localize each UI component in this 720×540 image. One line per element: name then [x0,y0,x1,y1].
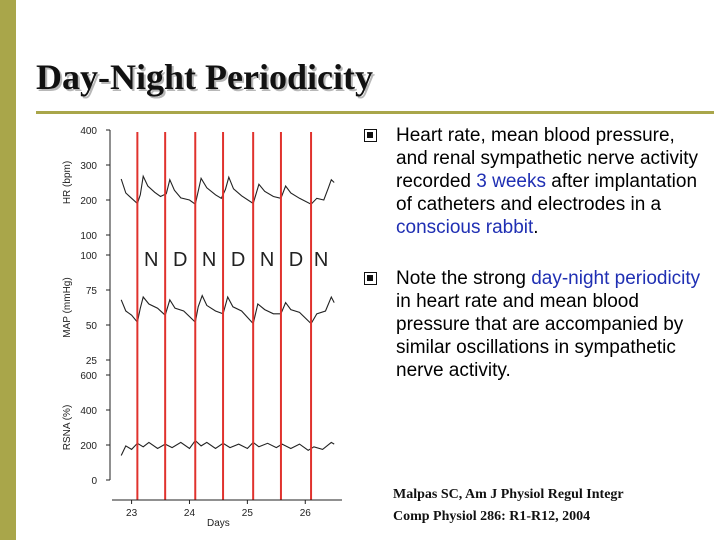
bullet-segment: Heart rate, mean blood pressure, and renal sympathetic nerve activity recorded [396,125,699,192]
x-tick-label: 26 [299,508,311,519]
bullet-segment: . [533,217,539,238]
bullet-segment: after implantation of catheters and electrodes in a [396,171,698,215]
series-line-rsna [121,441,334,456]
y-tick-label-hr: 300 [80,161,97,172]
y-axis-label-hr: HR (bpm) [62,160,73,205]
citation-line-2: Comp Physiol 286: R1-R12, 2004 [393,509,591,524]
period-label: D [288,249,304,271]
bullet-highlight-conscious-rabbit: conscious rabbit [396,217,534,238]
y-tick-label-hr: 200 [80,196,97,207]
x-tick-label: 24 [183,508,196,519]
y-tick-label-map: 100 [80,251,97,262]
bullet-item-recording [364,124,704,239]
y-axis-label-map: MAP (mmHg) [62,277,73,338]
bullet-highlight-3-weeks: 3 weeks [476,171,546,192]
period-label: D [172,249,188,271]
y-tick-label-rsna: 600 [80,371,97,382]
x-tick-label: 25 [241,508,253,519]
period-label: N [201,249,217,271]
citation-line-1: Malpas SC, Am J Physiol Regul Integr [393,487,624,502]
slide-accent-bar [0,0,16,540]
title-underline [36,111,714,114]
series-line-hr [121,176,334,204]
bullet-segment: Note the strong [396,268,532,289]
bullet-text [396,125,698,238]
y-tick-label-hr: 100 [80,231,97,242]
y-axis-label-rsna: RSNA (%) [62,404,73,451]
y-tick-label-map: 50 [85,321,97,332]
y-tick-label-hr: 400 [80,126,97,137]
period-label: N [144,249,159,271]
bullet-highlight-day-night: day-night periodicity [531,268,701,289]
day-night-chart [50,118,350,530]
slide-title: Day-Night Periodicity [36,57,373,97]
period-label: N [259,249,275,271]
x-axis-label: Days [207,518,230,529]
y-tick-label-rsna: 400 [80,406,97,417]
square-bullet-icon [364,272,377,285]
citation [393,484,624,528]
bullet-segment: in heart rate and mean blood pressure that are accompanied by similar oscillations in sympathetic nerve activity. [396,291,684,381]
bullet-text [396,268,700,381]
y-tick-label-rsna: 0 [91,476,97,487]
bullet-item-periodicity [364,267,704,382]
bullet-list [364,124,704,382]
series-line-map [121,296,334,324]
x-tick-label: 23 [126,508,138,519]
y-tick-label-map: 75 [85,286,97,297]
period-label: N [313,249,329,271]
y-tick-label-rsna: 200 [80,441,97,452]
square-bullet-icon [364,129,377,142]
period-label: D [230,249,246,271]
y-tick-label-map: 25 [85,356,97,367]
